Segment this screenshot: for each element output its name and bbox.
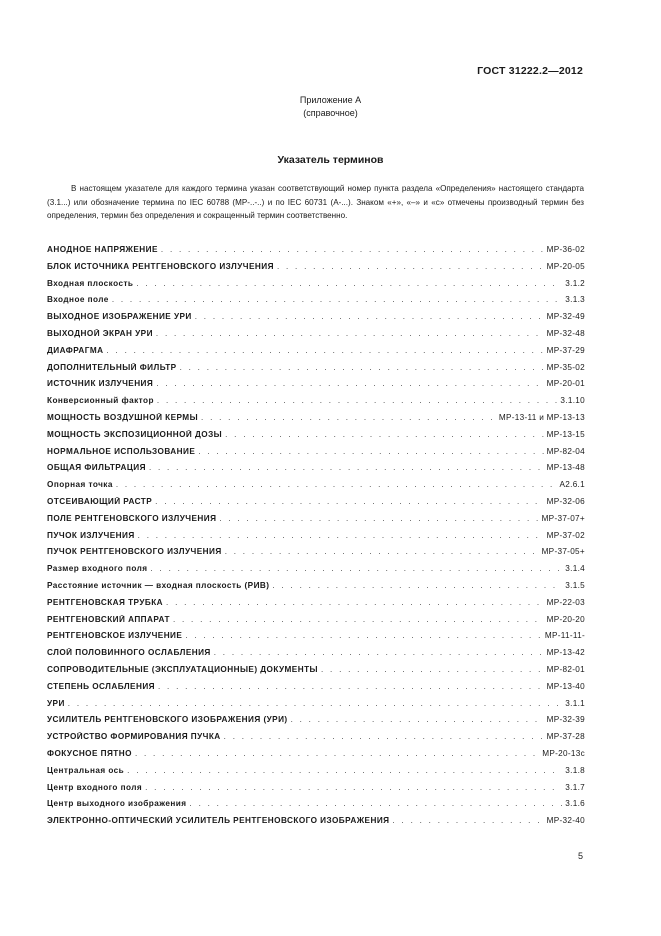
term-entry	[47, 581, 585, 598]
term-reference: МР-13-11 и МР-13-13	[498, 412, 585, 422]
term-entry	[47, 715, 585, 732]
term-name: УСИЛИТЕЛЬ РЕНТГЕНОВСКОГО ИЗОБРАЖЕНИЯ (УРИ)	[47, 715, 288, 725]
term-name: ДИАФРАГМА	[47, 345, 104, 355]
term-reference: МР-82-04	[546, 446, 585, 456]
term-reference: МР-37-07+	[541, 513, 585, 523]
term-entry	[47, 699, 585, 716]
term-name: Центр входного поля	[47, 782, 143, 792]
term-name: ЭЛЕКТРОННО-ОПТИЧЕСКИЙ УСИЛИТЕЛЬ РЕНТГЕНОВСКОГО ИЗОБРАЖЕНИЯ	[47, 816, 390, 826]
term-reference: МР-37-02	[546, 530, 585, 540]
term-reference: 3.1.7	[565, 782, 585, 792]
term-name: Конверсионный фактор	[47, 396, 154, 406]
dot-leader	[116, 480, 557, 489]
term-entry	[47, 766, 585, 783]
term-reference: МР-82-01	[546, 664, 585, 674]
term-name: УРИ	[47, 698, 65, 708]
term-reference: МР-37-05+	[541, 547, 585, 557]
term-reference: МР-22-03	[546, 597, 585, 607]
term-name: ВЫХОДНОЕ ИЗОБРАЖЕНИЕ УРИ	[47, 312, 192, 322]
term-name: ИСТОЧНИК ИЗЛУЧЕНИЯ	[47, 379, 154, 389]
dot-leader	[393, 816, 544, 825]
term-name: РЕНТГЕНОВСКАЯ ТРУБКА	[47, 597, 164, 607]
term-reference: МР-13-15	[546, 429, 585, 439]
term-entry	[47, 497, 585, 514]
term-entry	[47, 262, 585, 279]
term-reference: МР-32-40	[546, 816, 585, 826]
dot-leader	[107, 346, 544, 355]
dot-leader	[190, 799, 563, 808]
term-name: Центр выходного изображения	[47, 799, 187, 809]
dot-leader	[321, 665, 544, 674]
term-entry	[47, 531, 585, 548]
term-entry	[47, 514, 585, 531]
term-entry	[47, 363, 585, 380]
dot-leader	[272, 581, 562, 590]
term-reference: 3.1.10	[560, 396, 585, 406]
dot-leader	[156, 379, 543, 388]
term-name: ПОЛЕ РЕНТГЕНОВСКОГО ИЗЛУЧЕНИЯ	[47, 513, 217, 523]
term-reference: МР-20-13с	[542, 748, 585, 758]
term-reference: МР-13-48	[546, 463, 585, 473]
term-entry	[47, 547, 585, 564]
dot-leader	[138, 531, 544, 540]
term-reference: МР-32-39	[546, 715, 585, 725]
term-name: ДОПОЛНИТЕЛЬНЫЙ ФИЛЬТР	[47, 362, 177, 372]
term-reference: МР-32-06	[546, 496, 585, 506]
dot-leader	[112, 295, 562, 304]
term-entry	[47, 615, 585, 632]
term-name: РЕНТГЕНОВСКИЙ АППАРАТ	[47, 614, 170, 624]
dot-leader	[291, 715, 544, 724]
dot-leader	[180, 363, 544, 372]
term-entry	[47, 816, 585, 833]
index-intro-text: В настоящем указателе для каждого термина указан соответствующий номер пункта раздела «Определения» настоящего стандарта (3.1...) или обозначение термина по IEC 60788 (МР-..-..) и по IEC 60731 (А-...). Знаком «+», «–» и «с» отмечены производный термин без определения, термин без определения и сокращенный термин соответственно.	[47, 184, 584, 221]
term-name: МОЩНОСТЬ ЭКСПОЗИЦИОННОЙ ДОЗЫ	[47, 429, 223, 439]
term-entry	[47, 631, 585, 648]
term-name: Входное поле	[47, 295, 109, 305]
standard-code: ГОСТ 31222.2—2012	[477, 65, 583, 77]
term-name: СОПРОВОДИТЕЛЬНЫЕ (ЭКСПЛУАТАЦИОННЫЕ) ДОКУМЕНТЫ	[47, 664, 318, 674]
dot-leader	[224, 732, 544, 741]
term-entry	[47, 665, 585, 682]
term-entry	[47, 749, 585, 766]
index-title: Указатель терминов	[277, 154, 384, 166]
dot-leader	[68, 699, 562, 708]
term-entry	[47, 564, 585, 581]
appendix-title: Приложение А	[299, 95, 362, 105]
dot-leader	[156, 329, 544, 338]
term-reference: 3.1.6	[565, 799, 585, 809]
dot-leader	[158, 682, 544, 691]
dot-leader	[127, 766, 562, 775]
term-entry	[47, 413, 585, 430]
term-name: МОЩНОСТЬ ВОЗДУШНОЙ КЕРМЫ	[47, 412, 199, 422]
term-entry	[47, 463, 585, 480]
term-reference: МР-20-20	[546, 614, 585, 624]
index-intro	[47, 182, 584, 223]
dot-leader	[155, 497, 543, 506]
term-reference: МР-13-42	[546, 648, 585, 658]
term-name: СТЕПЕНЬ ОСЛАБЛЕНИЯ	[47, 681, 155, 691]
dot-leader	[150, 564, 562, 573]
term-reference: МР-35-02	[546, 362, 585, 372]
dot-leader	[145, 783, 562, 792]
term-name: Входная плоскость	[47, 278, 134, 288]
term-reference: 3.1.8	[565, 765, 585, 775]
dot-leader	[173, 615, 544, 624]
term-name: СЛОЙ ПОЛОВИННОГО ОСЛАБЛЕНИЯ	[47, 648, 211, 658]
term-entry	[47, 379, 585, 396]
dot-leader	[195, 312, 544, 321]
dot-leader	[149, 463, 544, 472]
dot-leader	[136, 279, 562, 288]
term-entry	[47, 396, 585, 413]
term-entry	[47, 648, 585, 665]
term-name: ПУЧОК РЕНТГЕНОВСКОГО ИЗЛУЧЕНИЯ	[47, 547, 222, 557]
term-entry	[47, 329, 585, 346]
term-entry	[47, 279, 585, 296]
dot-leader	[157, 396, 558, 405]
dot-leader	[225, 547, 539, 556]
term-reference: МР-37-28	[546, 732, 585, 742]
term-entry	[47, 682, 585, 699]
dot-leader	[201, 413, 496, 422]
term-reference: МР-36-02	[546, 245, 585, 254]
term-name: БЛОК ИСТОЧНИКА РЕНТГЕНОВСКОГО ИЗЛУЧЕНИЯ	[47, 261, 274, 271]
term-entry	[47, 732, 585, 749]
term-entry	[47, 799, 585, 816]
term-reference: 3.1.5	[565, 580, 585, 590]
dot-leader	[219, 514, 538, 523]
term-index-list	[47, 245, 585, 833]
term-entry	[47, 447, 585, 464]
term-reference: А2.6.1	[559, 480, 585, 490]
term-reference: МР-13-40	[546, 681, 585, 691]
term-name: Расстояние источник — входная плоскость (РИВ)	[47, 580, 270, 590]
dot-leader	[166, 598, 544, 607]
page-number: 5	[577, 851, 583, 861]
appendix-type: (справочное)	[303, 108, 358, 118]
dot-leader	[185, 631, 542, 640]
term-entry	[47, 480, 585, 497]
term-reference: МР-32-49	[546, 312, 585, 322]
dot-leader	[225, 430, 544, 439]
term-reference: 3.1.4	[565, 564, 585, 574]
term-name: ФОКУСНОЕ ПЯТНО	[47, 748, 132, 758]
term-name: ОБЩАЯ ФИЛЬТРАЦИЯ	[47, 463, 146, 473]
term-reference: МР-37-29	[546, 345, 585, 355]
dot-leader	[135, 749, 539, 758]
term-name: Опорная точка	[47, 480, 113, 490]
term-entry	[47, 346, 585, 363]
dot-leader	[277, 262, 544, 271]
dot-leader	[198, 447, 543, 456]
term-name: ОТСЕИВАЮЩИЙ РАСТР	[47, 496, 153, 506]
term-entry	[47, 245, 585, 262]
term-name: УСТРОЙСТВО ФОРМИРОВАНИЯ ПУЧКА	[47, 732, 221, 742]
term-name: НОРМАЛЬНОЕ ИСПОЛЬЗОВАНИЕ	[47, 446, 196, 456]
term-name: РЕНТГЕНОВСКОЕ ИЗЛУЧЕНИЕ	[47, 631, 183, 641]
term-reference: МР-32-48	[546, 328, 585, 338]
term-reference: 3.1.1	[565, 698, 585, 708]
term-entry	[47, 295, 585, 312]
term-entry	[47, 430, 585, 447]
term-reference: МР-11-11-	[544, 631, 585, 641]
term-entry	[47, 598, 585, 615]
term-entry	[47, 312, 585, 329]
term-name: ПУЧОК ИЗЛУЧЕНИЯ	[47, 530, 135, 540]
term-entry	[47, 783, 585, 800]
dot-leader	[161, 245, 544, 254]
term-name: АНОДНОЕ НАПРЯЖЕНИЕ	[47, 245, 158, 254]
term-reference: МР-20-05	[546, 261, 585, 271]
term-reference: 3.1.2	[565, 278, 585, 288]
dot-leader	[214, 648, 544, 657]
term-reference: 3.1.3	[565, 295, 585, 305]
term-name: Центральная ось	[47, 765, 125, 775]
term-name: Размер входного поля	[47, 564, 148, 574]
term-name: ВЫХОДНОЙ ЭКРАН УРИ	[47, 328, 153, 338]
term-reference: МР-20-01	[546, 379, 585, 389]
